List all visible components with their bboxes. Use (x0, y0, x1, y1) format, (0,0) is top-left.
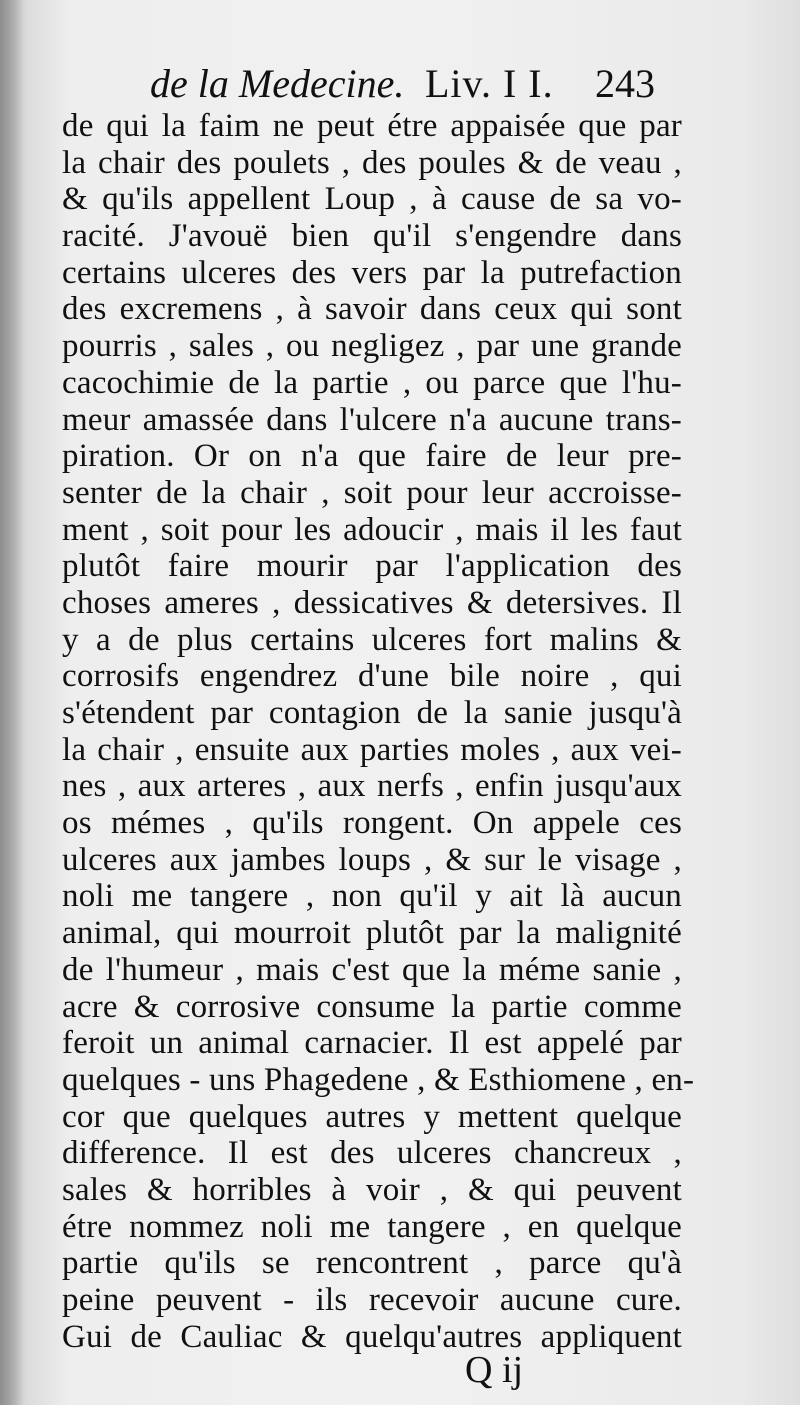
text-line: pourris , sales , ou negligez , par une grande (62, 328, 682, 365)
signature-mark: Q ij (465, 1349, 524, 1391)
text-line: corrosifs engendrez d'une bile noire , qui (62, 658, 682, 695)
body-text (62, 108, 695, 1355)
text-line: animal, qui mourroit plutôt par la malignité (62, 915, 682, 952)
text-line: s'étendent par contagion de la sanie jusqu'à (62, 695, 682, 731)
text-line: piration. Or on n'a que faire de leur pre- (62, 438, 682, 475)
running-title: de la Medecine. (150, 61, 405, 106)
text-line: étre nommez noli me tangere , en quelque (62, 1208, 682, 1245)
text-line: quelques - uns Phagedene , & Esthiomene , en- (62, 1061, 695, 1098)
text-line: nes , aux arteres , aux nerfs , enfin jusqu'aux (62, 768, 682, 805)
text-line: peine peuvent - ils recevoir aucune cure. (62, 1282, 682, 1318)
text-line: senter de la chair , soit pour leur accroisse- (62, 474, 682, 511)
text-line: cor que quelques autres y mettent quelque (62, 1098, 682, 1135)
text-line: cacochimie de la partie , ou parce que l'hu- (62, 364, 682, 401)
text-line: ment , soit pour les adoucir , mais il les faut (62, 511, 682, 548)
page-number: 243 (595, 61, 655, 106)
text-line: acre & corrosive consume la partie comme (62, 988, 682, 1025)
text-line: de qui la faim ne peut étre appaisée que par (62, 108, 682, 144)
text-line: choses ameres , dessicatives & detersives. Il (62, 584, 682, 621)
text-line: noli me tangere , non qu'il y ait là aucun (62, 878, 682, 915)
text-line: feroit un animal carnacier. Il est appelé par (62, 1025, 682, 1062)
page-header (150, 56, 680, 112)
text-line: difference. Il est des ulceres chancreux , (62, 1135, 682, 1172)
text-line: certains ulceres des vers par la putrefaction (62, 254, 682, 291)
text-line: la chair des poulets , des poules & de veau , (62, 144, 682, 181)
text-line: meur amassée dans l'ulcere n'a aucune trans- (62, 401, 682, 438)
book-reference: Liv. I I. (425, 61, 554, 106)
text-line: de l'humeur , mais c'est que la méme sanie , (62, 951, 682, 988)
text-line: sales & horribles à voir , & qui peuvent (62, 1171, 682, 1208)
text-line: os mémes , qu'ils rongent. On appele ces (62, 805, 682, 842)
text-line: des excremens , à savoir dans ceux qui sont (62, 291, 682, 328)
text-line: y a de plus certains ulceres fort malins & (62, 621, 682, 658)
text-line: partie qu'ils se rencontrent , parce qu'à (62, 1245, 682, 1282)
text-line: & qu'ils appellent Loup , à cause de sa vo- (62, 181, 682, 218)
text-line: plutôt faire mourir par l'application des (62, 548, 682, 585)
text-line: ulceres aux jambes loups , & sur le visage , (62, 841, 682, 878)
text-line: la chair , ensuite aux parties moles , aux vei- (62, 731, 682, 768)
text-line: racité. J'avouë bien qu'il s'engendre dans (62, 218, 682, 255)
text-line: Gui de Cauliac & quelqu'autres appliquent (62, 1318, 682, 1355)
page-gutter-shadow (0, 0, 24, 1405)
